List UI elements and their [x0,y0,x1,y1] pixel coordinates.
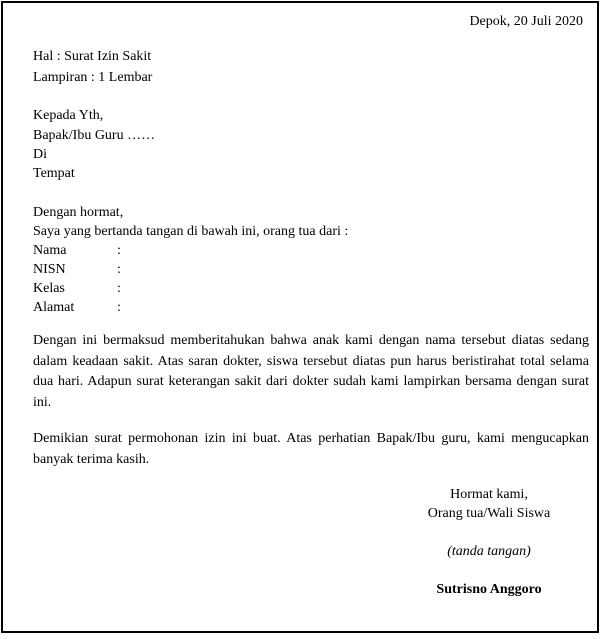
signature-closing: Hormat kami, [450,487,528,502]
field-colon: : [117,300,121,315]
field-colon: : [117,281,121,296]
closing-paragraph: Demikian surat permohonan izin ini buat. Atas perhatian Bapak/Ibu guru, kami mengucapkan banyak terima kasih. [33,431,589,467]
field-colon: : [117,243,121,258]
field-label-kelas: Kelas [33,281,65,296]
signer-name: Sutrisno Anggoro [436,582,542,597]
place-date: Depok, 20 Juli 2020 [469,14,583,29]
letter-attachment: Lampiran : 1 Lembar [33,70,153,85]
field-colon: : [117,262,121,277]
recipient-greeting: Kepada Yth, [33,108,104,123]
letter-subject: Hal : Surat Izin Sakit [33,49,152,64]
body-paragraph: Dengan ini bermaksud memberitahukan bahwa anak kami dengan nama tersebut diatas sedang dalam keadaan sakit. Atas saran dokter, siswa tersebut diatas pun harus beristirahat total selama dua hari. Adapun surat keterangan sakit dari dokter sudah kami lampirkan bersama dengan surat ini. [33,333,589,410]
recipient-place: Tempat [33,166,75,181]
field-label-alamat: Alamat [33,300,75,315]
signature-role: Orang tua/Wali Siswa [427,506,551,521]
recipient-name: Bapak/Ibu Guru …… [33,128,156,143]
signature-note: (tanda tangan) [447,544,531,559]
intro-statement: Saya yang bertanda tangan di bawah ini, orang tua dari : [33,224,349,239]
opening-salutation: Dengan hormat, [33,205,124,220]
field-label-nama: Nama [33,243,67,258]
field-label-nisn: NISN [33,262,66,277]
letter-page [1,1,599,633]
recipient-at: Di [33,147,47,162]
